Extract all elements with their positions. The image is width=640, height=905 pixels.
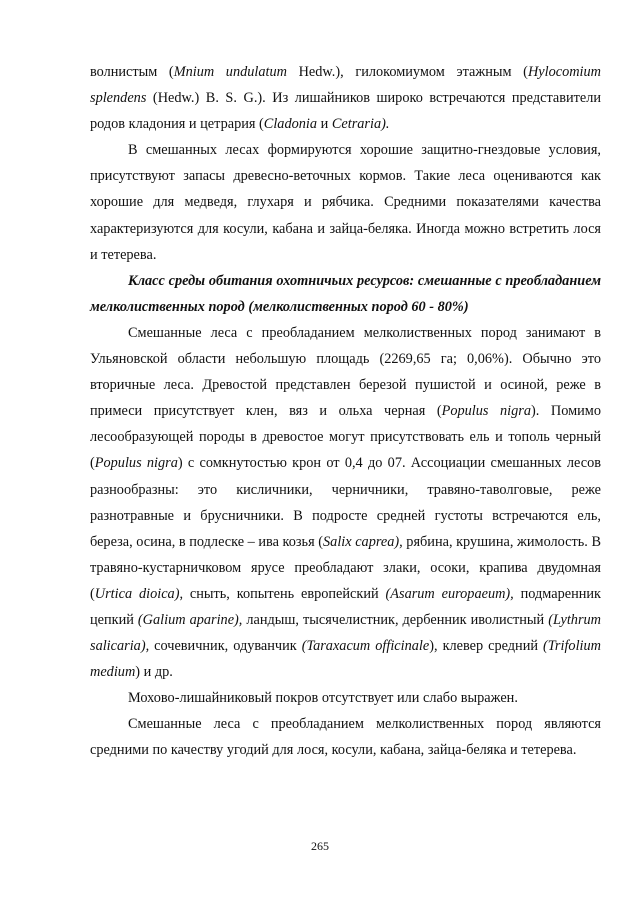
species-name: Cetraria). [331, 116, 390, 133]
text-run: и [317, 116, 332, 133]
text-run: ) и др. [135, 664, 173, 681]
species-name: (Trifolium medium [90, 638, 601, 681]
species-name: Populus nigra [441, 403, 532, 420]
species-name: (Galium aparine), [137, 611, 243, 628]
text-run: Смешанные леса с преобладанием мелколиственных пород являются средними по качеству угодий для лося, косули, кабана, зайца-беляка и тетерева. [90, 716, 601, 759]
paragraph [90, 320, 601, 685]
paragraph [90, 711, 601, 763]
species-name: (Asarum europaeum), [385, 585, 514, 602]
text-run: сочевичник, одуванчик [149, 638, 302, 655]
species-name: Hylocomium splendens [90, 64, 601, 107]
text-run: ландыш, тысячелистник, дербенник иволистный [242, 611, 549, 628]
species-name: (Lythrum salicaria), [90, 611, 601, 655]
paragraph [90, 59, 601, 137]
text-run: В смешанных лесах формируются хорошие защитно-гнездовые условия, присутствуют запасы древесно-веточных кормов. Такие леса оцениваются как хорошие для медведя, глухаря и рябчика. Средними показателями качества характеризуются для косули, кабана и зайца-беляка. Иногда можно встретить лося и тетерева. [90, 142, 601, 263]
species-name: Populus nigra [94, 455, 178, 472]
paragraph [90, 137, 601, 267]
text-run: Смешанные леса с преобладанием мелколиственных пород занимают в Ульяновской области небольшую площадь (2269,65 га; 0,06%). Обычно это вторичные леса. Древостой представлен березой пушистой и осиной, реже в примеси присутствует клен, вяз и ольха черная ( [90, 324, 601, 420]
text-run: ), клевер средний [429, 638, 543, 655]
text-run: , сныть, копытень европейский [179, 585, 386, 602]
text-run: ) с сомкнутостью крон от 0,4 до 07. Ассоциации смешанных лесов разнообразны: это кисличники, черничники, травяно-таволговые, реже разнотравные и брусничники. В подросте средней густоты встречаются ель, береза, осина, в подлеске – ива козья ( [90, 455, 601, 550]
species-name: Cladonia [263, 116, 318, 133]
text-run: Мохово-лишайниковый покров отсутствует или слабо выражен. [128, 690, 518, 707]
species-name: Salix caprea), [323, 533, 403, 550]
species-name: Urtica dioica) [94, 585, 180, 602]
text-run: ). Помимо лесообразующей породы в древостое могут присутствовать ель и тополь черный ( [90, 403, 601, 472]
text-run: подмаренник цепкий [90, 585, 601, 628]
text-run: Hedw.), гилокомиумом этажным ( [286, 64, 528, 80]
paragraph [90, 685, 601, 711]
text-run: волнистым ( [90, 64, 174, 80]
body-text [90, 59, 601, 764]
text-run: рябина, крушина, жимолость. В травяно-кустарничковом ярусе преобладают злаки, осоки, крапива двудомная ( [90, 533, 601, 602]
species-name: Mnium undulatum [173, 64, 287, 80]
section-heading [90, 268, 601, 320]
species-name: (Taraxacum officinale [301, 638, 430, 655]
text-run: (Hedw.) B. S. G.). Из лишайников широко встречаются представители родов кладония и цетрария ( [90, 90, 601, 133]
page-number: 265 [311, 839, 329, 853]
text-run: Класс среды обитания охотничьих ресурсов: смешанные с преобладанием мелколиственных пород (мелколиственных пород 60 - 80%) [90, 272, 601, 315]
